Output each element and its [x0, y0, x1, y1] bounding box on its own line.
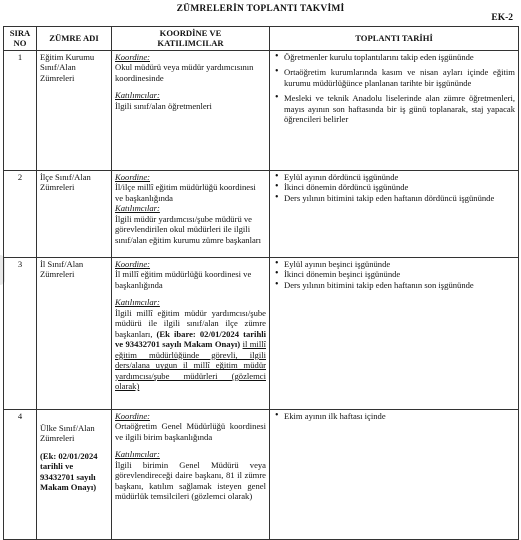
koordine-text: İl/ilçe millî eğitim müdürlüğü koordinesi ve başkanlığında: [115, 182, 256, 203]
list-item: • Ortaöğretim kurumlarında kasım ve nisan ayları içinde eğitim kurumu müdürlüğünce planlanan tarihte bir işgününde: [284, 67, 515, 88]
row-zumre: Eğitim Kurumu Sınıf/Alan Zümreleri: [37, 51, 112, 171]
list-item: • Öğretmenler kurulu toplantılarını takip eden işgününde: [284, 52, 515, 62]
row-tarih: [270, 51, 519, 171]
table-row: [4, 258, 519, 410]
annex-label: EK-2: [491, 13, 513, 23]
katilimci-label: Katılımcılar:: [115, 203, 160, 214]
row-tarih: [270, 410, 519, 540]
header-zumre: ZÜMRE ADI: [37, 27, 112, 51]
koordine-label: Koordine:: [115, 259, 151, 269]
katilimci-text: İlgili birimin Genel Müdürü veya görevlendireceği daire başkanı, 81 il zümre başkanı, katılım sağlamak isteyen genel müdürlük temsilcileri (gözlemci olarak): [115, 459, 266, 502]
koordine-label: Koordine:: [115, 411, 151, 421]
document-title: ZÜMRELERİN TOPLANTI TAKVİMİ: [176, 4, 345, 14]
table-row: [4, 51, 519, 171]
header-koordine: [112, 27, 270, 51]
row-tarih: [270, 171, 519, 258]
row-no: 2: [4, 171, 37, 258]
zumre-amendment-note: (Ek: 02/01/2024 tarihli ve 93432701 sayılı Makam Onayı): [40, 450, 98, 493]
table-row: [4, 171, 519, 258]
katilimci-label: Katılımcılar:: [115, 449, 160, 460]
row-no: 3: [4, 258, 37, 410]
row-koordine: [112, 171, 270, 258]
meeting-schedule-table: [3, 26, 519, 540]
row-no: 4: [4, 410, 37, 540]
list-item: • Ders yılının bitimini takip eden haftanın son işgününde: [284, 280, 515, 290]
row-zumre: İlçe Sınıf/Alan Zümreleri: [37, 171, 112, 258]
row-koordine: [112, 258, 270, 410]
header-koordine-line1: KOORDİNE VE: [159, 28, 222, 39]
header-koordine-line2: KATILIMCILAR: [157, 37, 224, 48]
katilimci-text: İlgili müdür yardımcısı/şube müdürü ve görevlendirilen okul müdürleri ile ilgili sınıf/alan eğitim kurumu zümre başkanları: [115, 213, 262, 245]
katilimci-label: Katılımcılar:: [115, 90, 160, 101]
zumre-text: Ülke Sınıf/Alan Zümreleri: [40, 423, 95, 444]
list-item: • Ekim ayının ilk haftası içinde: [284, 411, 515, 421]
katilimci-text-block: [115, 308, 266, 392]
row-zumre: [37, 410, 112, 540]
row-koordine: [112, 410, 270, 540]
katilimci-amendment-note: (Ek ibare: 02/01/2024 tarihli ve 93432701 sayılı Makam Onayı): [115, 328, 266, 350]
list-item: • Eylül ayının dördüncü işgününde: [284, 172, 515, 182]
katilimci-label: Katılımcılar:: [115, 297, 160, 308]
koordine-label: Koordine:: [115, 172, 151, 182]
table-row: [4, 410, 519, 540]
row-no: 1: [4, 51, 37, 171]
katilimci-text: İlgili sınıf/alan öğretmenleri: [115, 100, 212, 111]
row-koordine: [112, 51, 270, 171]
katilimci-text: İlgili millî eğitim müdür yardımcısı/şube müdürü ile ilgili sınıf/alan ilçe zümre başkanları,: [115, 307, 266, 339]
row-tarih: [270, 258, 519, 410]
list-item: • İkinci dönemin beşinci işgününde: [284, 269, 515, 279]
list-item: • Eylül ayının beşinci işgününde: [284, 259, 515, 269]
koordine-text: Okul müdürü veya müdür yardımcısının koordinesinde: [115, 62, 254, 83]
list-item: • Ders yılının bitimini takip eden haftanın dördüncü işgününde: [284, 193, 515, 203]
header-tarih: TOPLANTI TARİHİ: [270, 27, 519, 51]
koordine-text: Ortaöğretim Genel Müdürlüğü koordinesi ve ilgili birim başkanlığında: [115, 421, 266, 442]
header-no-line1: SIRA: [9, 28, 31, 39]
table-header-row: [4, 27, 519, 51]
header-no-line2: NO: [13, 37, 27, 48]
koordine-label: Koordine:: [115, 52, 151, 62]
row-zumre: İl Sınıf/Alan Zümreleri: [37, 258, 112, 410]
header-no: [4, 27, 37, 51]
katilimci-underlined-text: il millî eğitim müdürlüğünde görevli, ilgili ders/alana uygun il millî eğitim müdür yardımcısı/şube müdürleri (gözlemci olarak): [115, 339, 266, 392]
list-item: • İkinci dönemin dördüncü işgününde: [284, 182, 515, 192]
list-item: • Mesleki ve teknik Anadolu liselerinde alan zümre öğretmenleri, mayıs ayının son haftasında bir iş günü toplanarak, staj yapacak öğrencileri belirler: [284, 93, 515, 124]
koordine-text: İl millî eğitim müdürlüğü koordinesi ve başkanlığında: [115, 269, 252, 290]
